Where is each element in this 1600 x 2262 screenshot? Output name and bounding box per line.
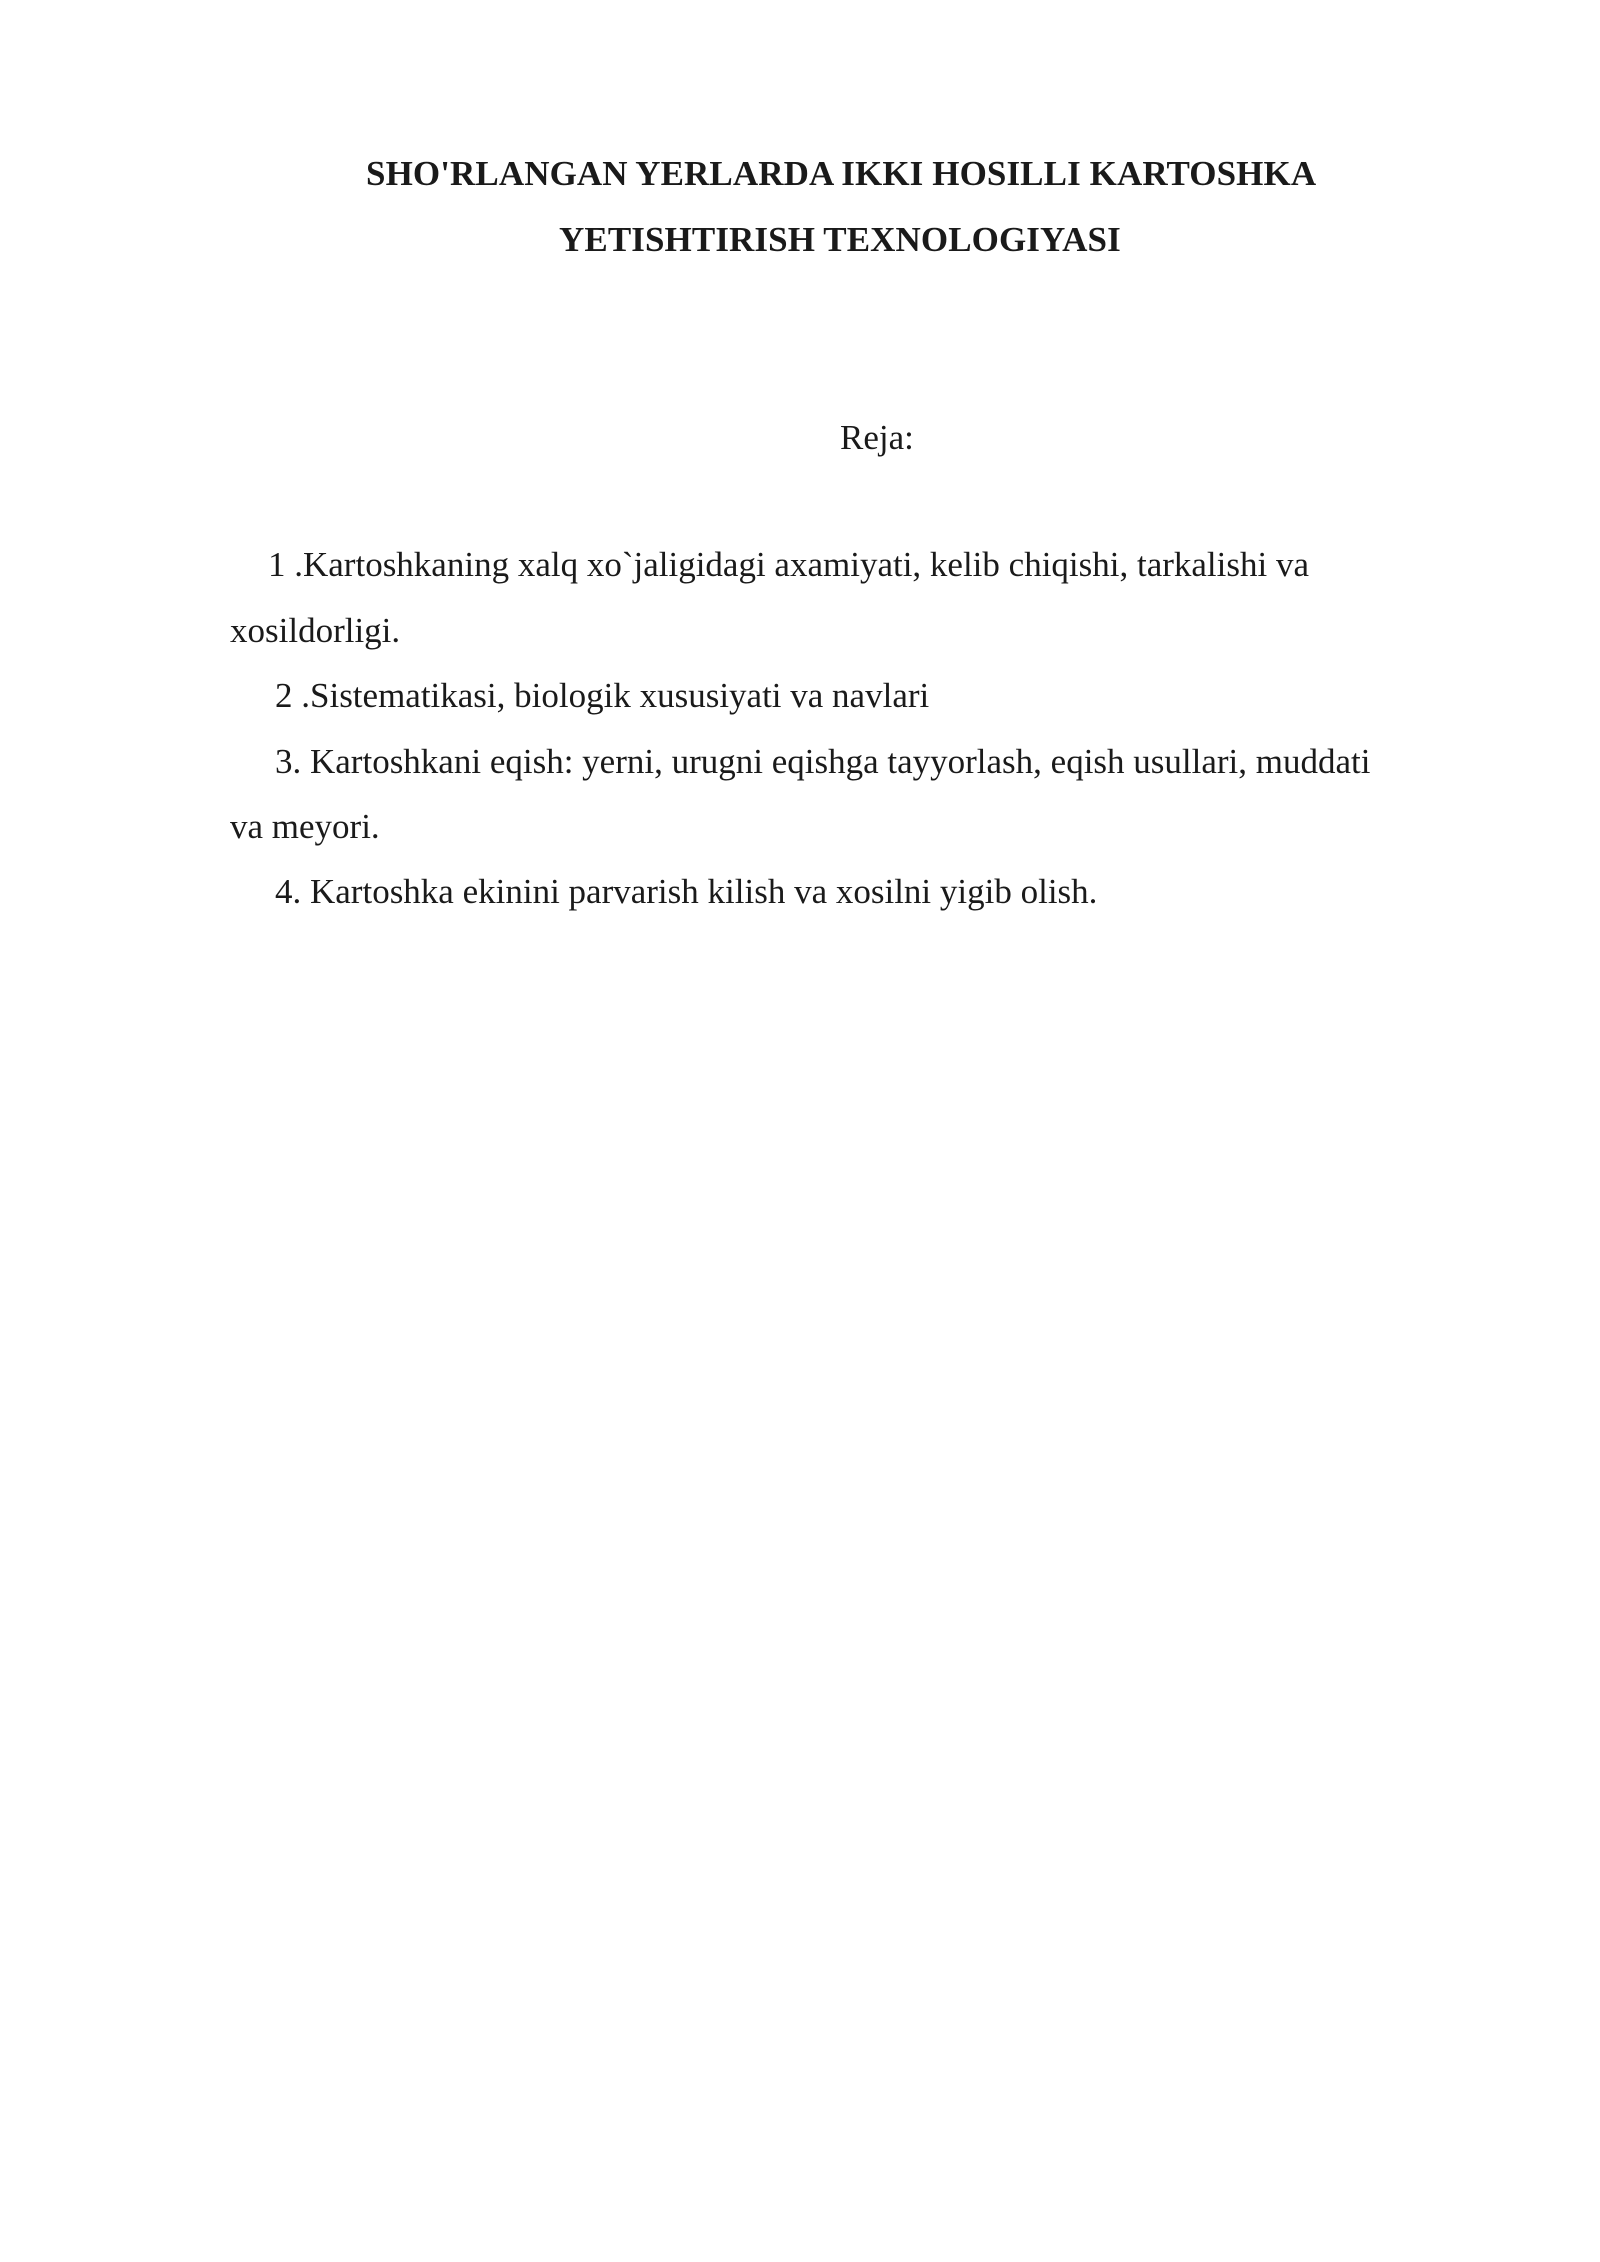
plan-item-2: 2 .Sistematikasi, biologik xususiyati va navlari (275, 676, 930, 715)
plan-item-1-line-1: 1 .Kartoshkaning xalq xo`jaligidagi axamiyati, kelib chiqishi, tarkalishi va (268, 545, 1310, 584)
plan-heading: Reja: (840, 418, 914, 457)
document-title-line-1: SHO'RLANGAN YERLARDA IKKI HOSILLI KARTOSHKA (366, 154, 1317, 193)
plan-item-3-line-2: va meyori. (230, 807, 380, 846)
plan-item-1-line-2: xosildorligi. (230, 611, 401, 650)
document-title-line-2: YETISHTIRISH TEXNOLOGIYASI (559, 220, 1121, 259)
plan-item-3-line-1: 3. Kartoshkani eqish: yerni, urugni eqishga tayyorlash, eqish usullari, muddati (275, 742, 1371, 781)
plan-item-4: 4. Kartoshka ekinini parvarish kilish va xosilni yigib olish. (275, 872, 1098, 911)
